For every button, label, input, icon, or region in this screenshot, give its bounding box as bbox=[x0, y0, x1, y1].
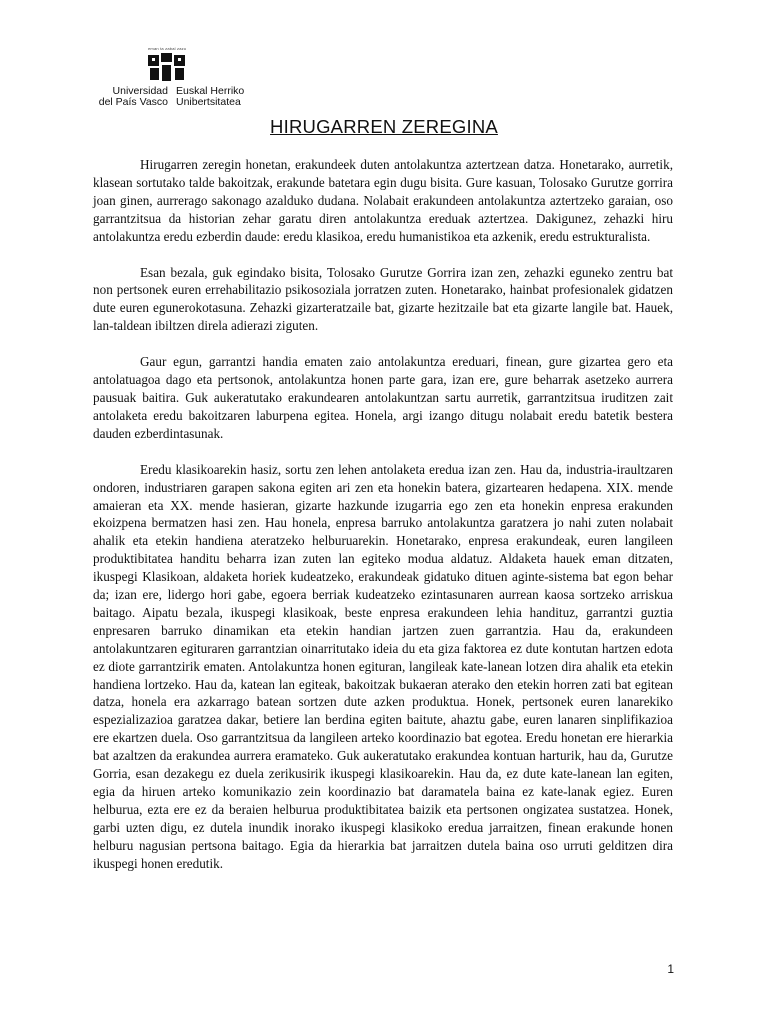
paragraph-3: Gaur egun, garrantzi handia ematen zaio antolakuntza ereduari, finean, gure gizartea gero eta antolatuagoa dago eta pertsonok, antolakuntza honen parte gara, izan ere, gure beharrak asetzeko aurrera pausuak baitira. Guk aukeratutako erakundearen antolakuntzan sartu aurretik, garrantzitsua iruditzen zait antolaketa eredu bakoitzaren laburpena egitea. Honela, argi izango ditugu nolabait eredu batetik bestera dauden ezberdintasunak. bbox=[93, 354, 673, 441]
university-name-es-line1: Universidad bbox=[112, 85, 168, 97]
paragraph-2: Esan bezala, guk egindako bisita, Tolosako Gurutze Gorrira izan zen, zehazki eguneko zentru bat non pertsonek euren errehabilitazio psikosoziala jorratzen zuten. Honetarako, hainbat profesionalek gidatzen dute euren egunerokotasuna. Zehazki gizarteratzaile bat, gizarte hezitzaile bat eta gizarte langile bat. Hauek, lan-taldean ibiltzen direla adierazi ziguten. bbox=[93, 264, 673, 334]
university-name-es-line2: del País Vasco bbox=[98, 96, 168, 108]
university-name-eu-line1: Euskal Herriko bbox=[176, 85, 245, 97]
university-name-spanish bbox=[96, 86, 168, 108]
page-number: 1 bbox=[667, 962, 674, 976]
university-name-eu-line2: Unibertsitatea bbox=[176, 96, 241, 108]
document-title: HIRUGARREN ZEREGINA bbox=[270, 116, 498, 137]
university-logo bbox=[96, 44, 244, 108]
university-logo-mark bbox=[148, 53, 186, 83]
university-name-basque bbox=[176, 86, 244, 108]
paragraph-4: Eredu klasikoarekin hasiz, sortu zen lehen antolaketa eredua izan zen. Hau da, industria-iraultzaren ondoren, industriaren garapen sakona egiten ari zen eta honekin batera, gizartearen hedapena. XIX. mende amaieran eta XX. mende hasieran, gizarte hazkunde izugarria ego zen eta honekin enpresa erakunden ekoizpena bermatzen hasi zen. Hau honela, enpresa barruko antolakuntza garatzera jo nahi zuten nolabait ahalik eta etekin handiena ateratzeko helburuarekin. Honetarako, enpresa erakundeak, euren langileen produktibitatea handitu beharra izan zuten lan egiteko modua aldatuz. Aldaketa hauek eman ditzaten, ikuspegi Klasikoan, aldaketa horiek kudeatzeko, erakundeak gidatuko dituen aginte-sistema bat egon behar da; izan ere, lidergo hori gabe, egoera berriak kudeatzeko ezintasunaren aurrean kaosa sortzeko arriskua baitago. Aipatu bezala, ikuspegi klasikoak, beste enpresa erakundeen lehia handituz, garrantzi guztia enpresaren barruko dinamikan eta etekin handian jartzen zuen garrantzia. Hau da, erakundeen antolakuntzaren egituraren garrantzian oinarritutako ideia du eta giza faktorea ez dute kontutan hartzen edota ez diote garrantzirik ematen. Antolakuntza honen egituran, langileak kate-lanean lotzen dira ahalik eta etekin handiena lortzeko. Hau da, katean lan egiteak, bakoitzak bukaeran aterako den etekin horren zati bat egitean datza, honela era azkarrago batean sortzen dute azken produktua. Honek, pertsonek euren lanarekiko espezializazioa garatzea dakar, betiere lan berdina egiten baitute, ahaztu gabe, euren lanaren sinplifikazioa ere ekartzen duela. Oso garrantzitsua da langileen arteko koordinazio bat egotea. Eredu honetan ere hierarkia bat azaltzen da erakundea aurrera eramateko. Guk aukeratutako erakundea kontuan harturik, hau da, Gurutze Gorria, esan dezakegu ez duela zerikusirik ikuspegi klasikoarekin. Hau da, ez dute kate-lanean lan egiten, egia da hiruen arteko komunikazio zein koordinazio bat daramatela baina ez kate-lanak egiez. Euren helburua, ezta ere ez da beraien helburua produktibitatea baizik eta pertsonen ongizatea sustatzea. Honek, garbi uzten digu, ez dutela inundik inorako ikuspegi klasikoko eredua jarraitzen, finean erakunde honen helburu nagusian pertsona baitago. Egia da hierarkia bat jarraitzen dutela baina oso urruti gelditzen dira ikuspegi honen eredutik. bbox=[93, 461, 673, 871]
logo-motto: eman ta zabal zazu bbox=[148, 46, 187, 51]
paragraph-1: Hirugarren zeregin honetan, erakundeek duten antolakuntza aztertzean datza. Honetarako, aurretik, klasean sortutako talde bakoitzak, erakunde batetara egin dugu bisita. Gure kasuan, Tolosako Gurutze gorrira joan ginen, aurrerago sakonago azalduko dudana. Nolabait erakundeen antolakuntza aztertzeko garaian, oso garrantzitsua da historian zehar garatu diren antolakuntza ereduak aztertzea. Dakigunez, zehazki hiru antolakuntza eredu ezberdin daude: eredu klasikoa, eredu humanistikoa eta azkenik, eredu estrukturalista. bbox=[93, 157, 673, 244]
document-body bbox=[93, 156, 673, 891]
